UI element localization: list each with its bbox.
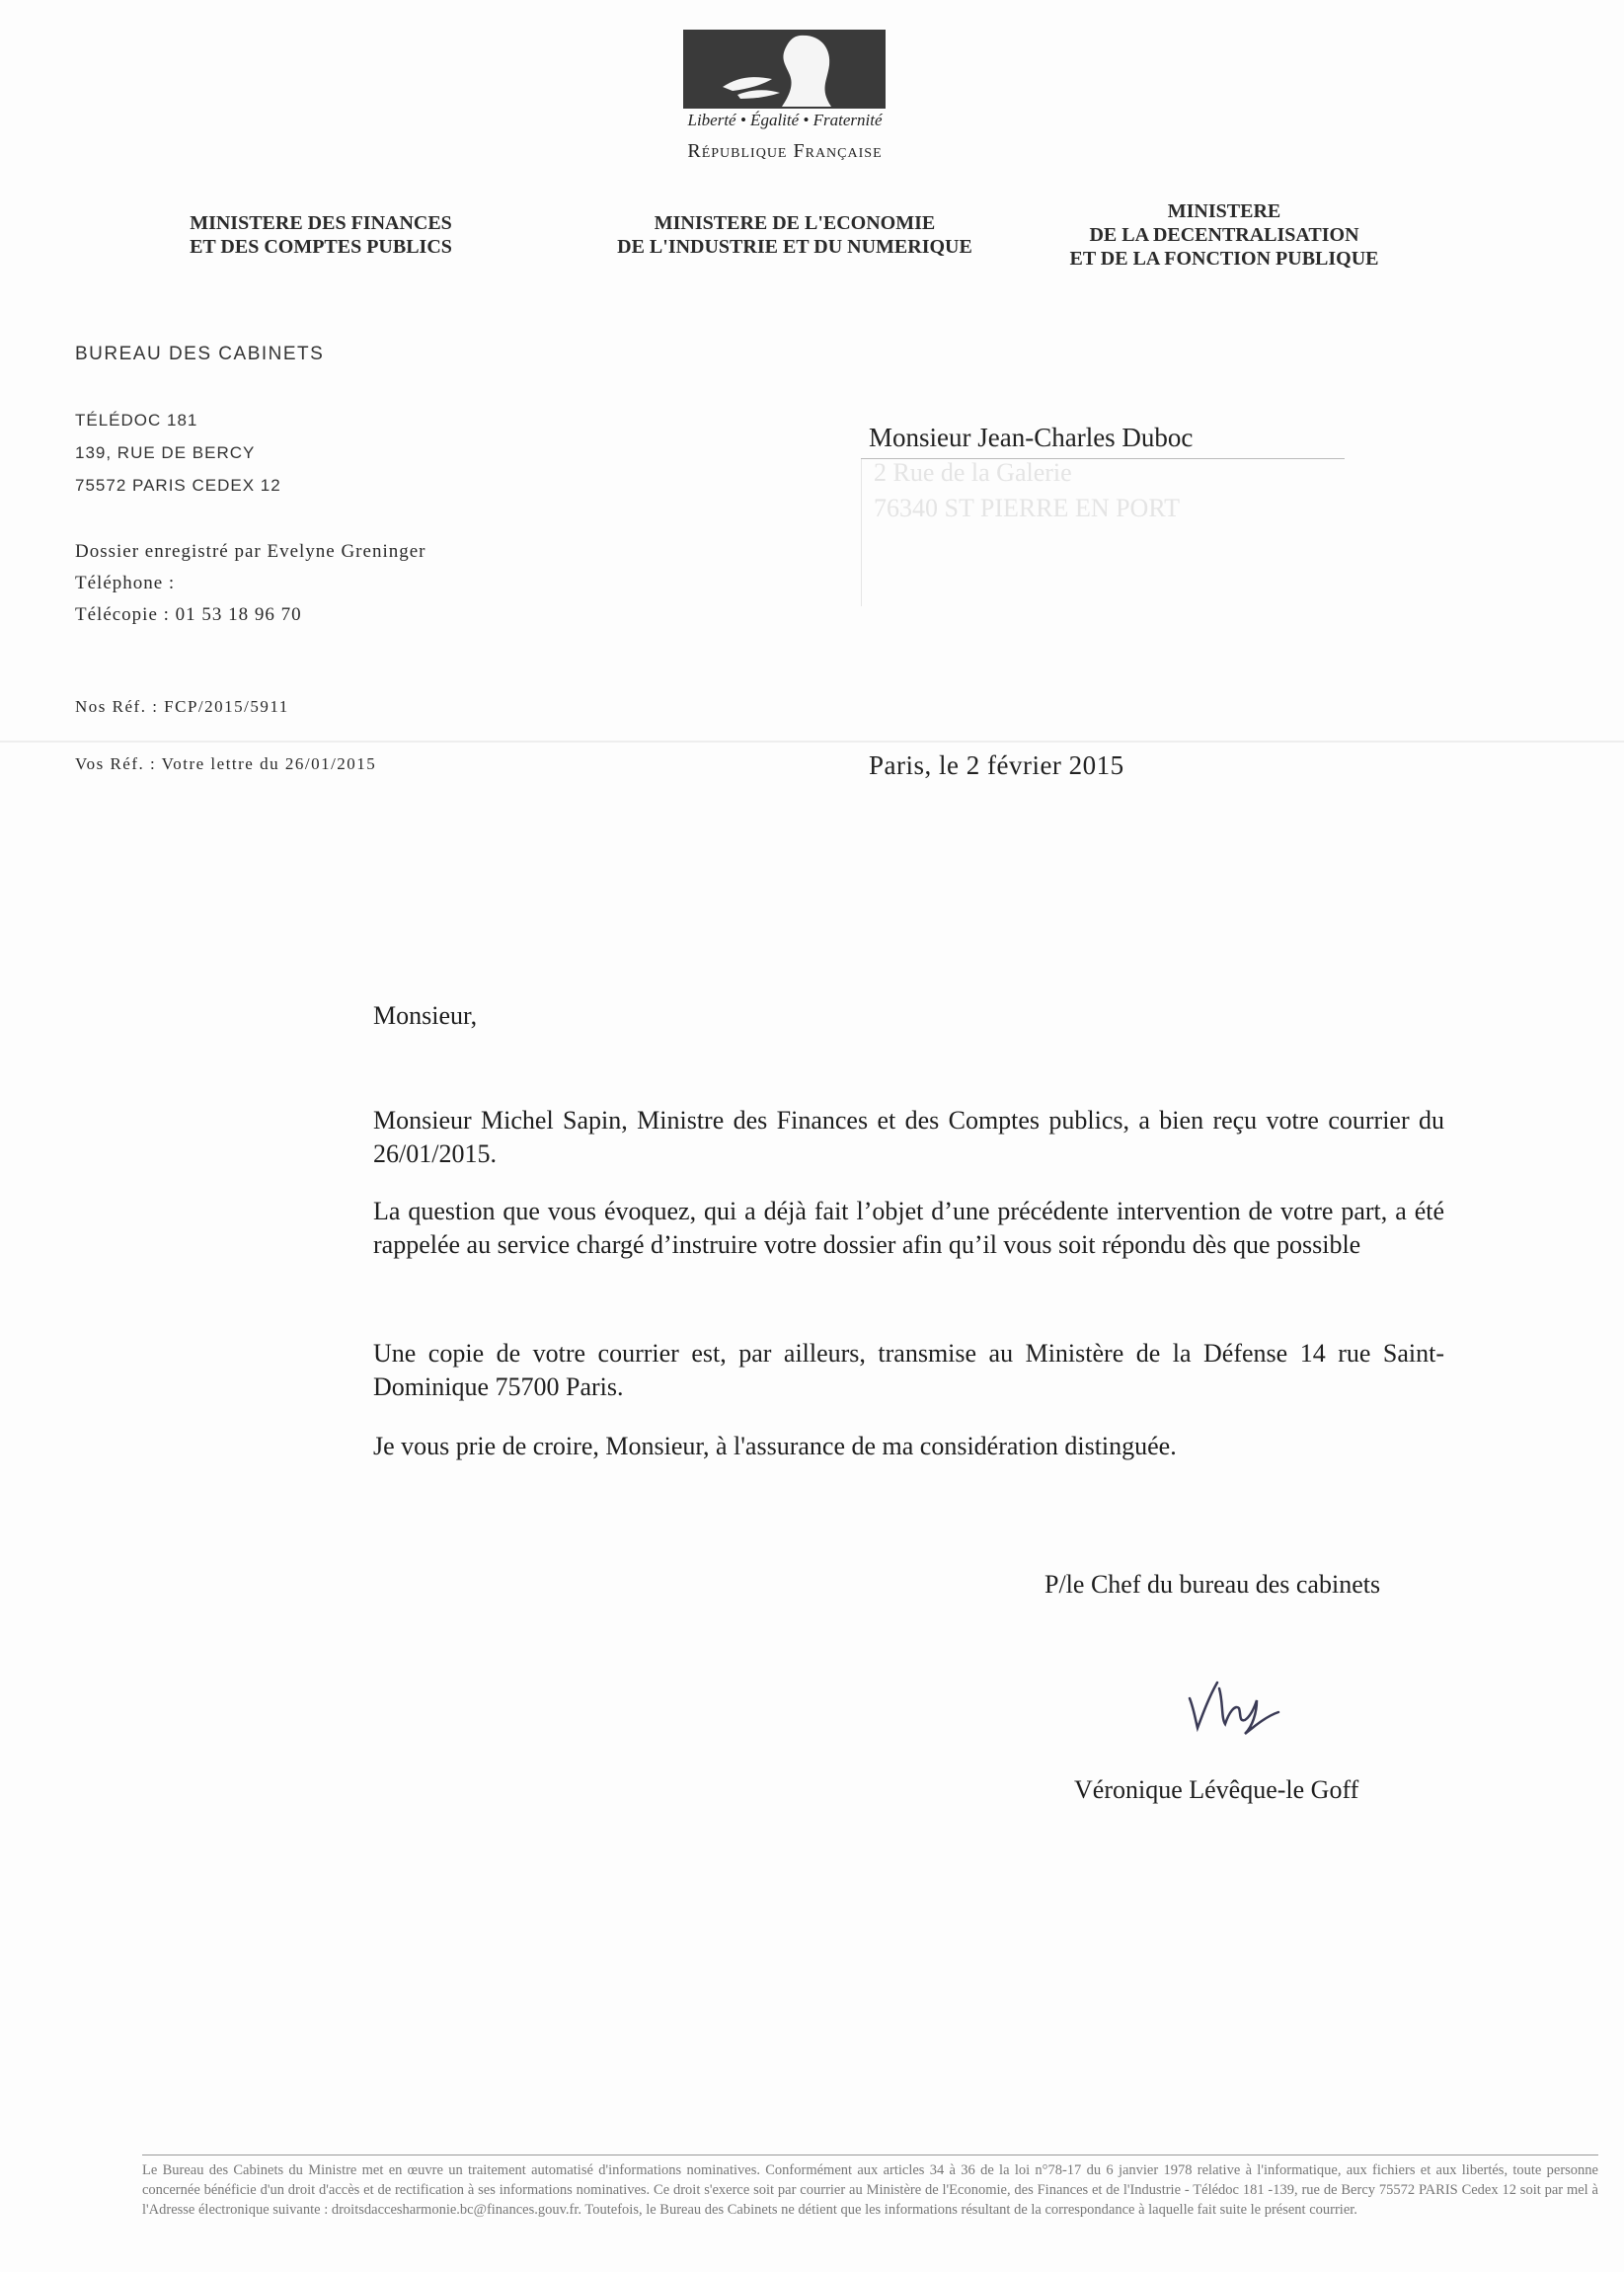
dossier-registered-by: Dossier enregistré par Evelyne Greninger xyxy=(75,541,426,562)
our-reference: Nos Réf. : FCP/2015/5911 xyxy=(75,697,289,716)
ministry-decentralisation: MINISTERE DE LA DECENTRALISATION ET DE LA FONCTION PUBLIQUE xyxy=(1069,200,1379,270)
fax-line: Télécopie : 01 53 18 96 70 xyxy=(75,604,302,625)
recipient-city: 76340 ST PIERRE EN PORT xyxy=(874,494,1180,522)
your-reference: Vos Réf. : Votre lettre du 26/01/2015 xyxy=(75,754,377,773)
signatory-title: P/le Chef du bureau des cabinets xyxy=(1044,1570,1381,1599)
paper-fold-line xyxy=(0,741,1624,743)
ministry-economie: MINISTERE DE L'ECONOMIE DE L'INDUSTRIE ET DU NUMERIQUE xyxy=(617,212,972,258)
handwritten-signature xyxy=(1180,1669,1298,1738)
body-paragraph: La question que vous évoquez, qui a déjà fait l’objet d’une précédente intervention de votre part, a été rappelée au service chargé d’instruire votre dossier afin qu’il vous soit répondu dès que possible xyxy=(373,1197,1444,1259)
closing-paragraph: Je vous prie de croire, Monsieur, à l'assurance de ma considération distinguée. xyxy=(373,1432,1177,1460)
footer-divider xyxy=(142,2154,1598,2155)
letter-date: Paris, le 2 février 2015 xyxy=(869,750,1124,780)
bureau-name: BUREAU DES CABINETS xyxy=(75,344,325,364)
ministry-finances: MINISTERE DES FINANCES ET DES COMPTES PUBLICS xyxy=(190,212,452,258)
body-paragraph: Monsieur Michel Sapin, Ministre des Finances et des Comptes publics, a bien reçu votre courrier du 26/01/2015. xyxy=(373,1106,1444,1168)
sender-address-line: 75572 PARIS CEDEX 12 xyxy=(75,476,281,495)
republic-motto: Liberté • Égalité • Fraternité xyxy=(687,111,883,129)
marianne-logo xyxy=(683,30,886,109)
privacy-notice: Le Bureau des Cabinets du Ministre met en œuvre un traitement automatisé d'informations nominatives. Conformément aux articles 34 à 36 de la loi n°78-17 du 6 janvier 1978 relative à l'informatique, aux fichiers et aux libertés, toute personne concernée bénéficie d'un droit d'accès et de rectification à ses informations nominatives. Ce droit s'exerce soit par courrier au Ministère de l'Economie, des Finances et de l'Industrie - Télédoc 181 -139, rue de Bercy 75572 PARIS Cedex 12 soit par mel à l'Adresse électronique suivante : droitsdaccesharmonie.bc@finances.gouv.fr. Toutefois, le Bureau des Cabinets ne détient que les informations résultant de la correspondance à laquelle fait suite le présent courrier. xyxy=(142,2162,1598,2218)
signatory-name: Véronique Lévêque-le Goff xyxy=(1074,1775,1359,1804)
body-paragraph: Une copie de votre courrier est, par ailleurs, transmise au Ministère de la Défense 14 rue Saint-Dominique 75700 Paris. xyxy=(373,1339,1444,1401)
republic-name: République Française xyxy=(687,140,883,162)
telephone-line: Téléphone : xyxy=(75,573,176,593)
sender-address-line: 139, RUE DE BERCY xyxy=(75,443,256,462)
salutation: Monsieur, xyxy=(373,1001,478,1030)
recipient-name: Monsieur Jean-Charles Duboc xyxy=(869,423,1194,452)
sender-address-line: TÉLÉDOC 181 xyxy=(75,411,198,430)
recipient-street: 2 Rue de la Galerie xyxy=(874,458,1072,487)
